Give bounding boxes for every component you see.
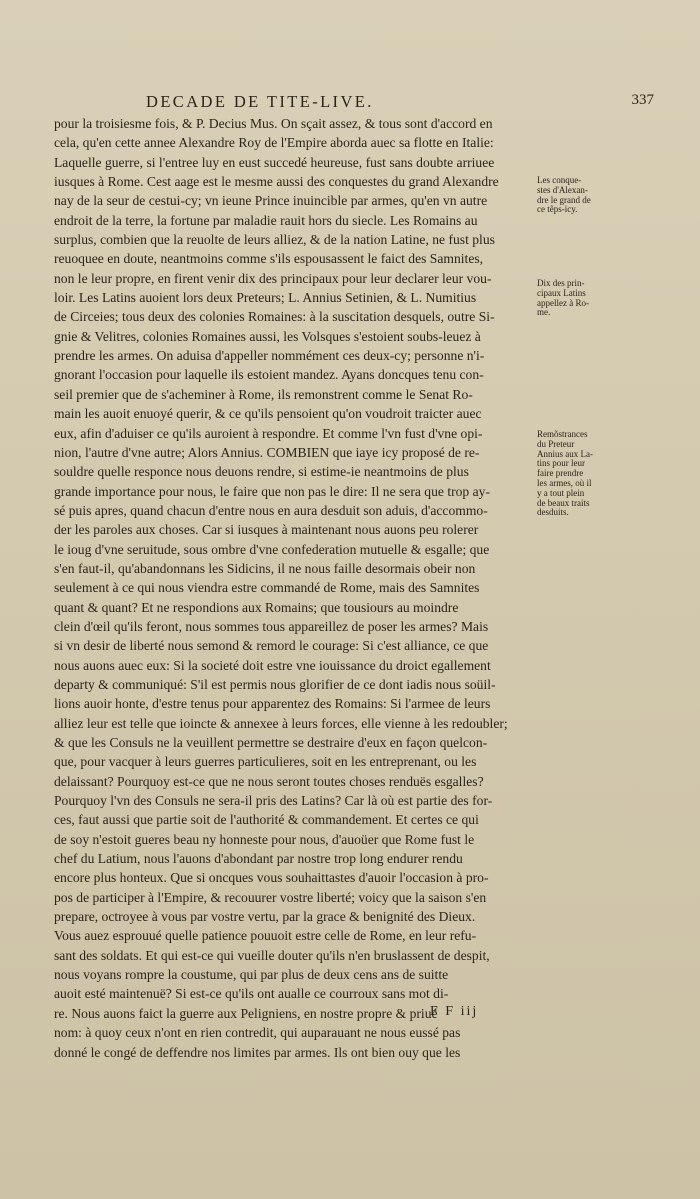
sidenote-line: ce tẽps-icy.	[537, 204, 578, 215]
text-line: lions auoir honte, d'estre tenus pour apparentez des Romains: Si l'armee de leurs	[54, 696, 491, 712]
text-line: prepare, octroyee à vous par vostre vertu, par la grace & benignité des Dieux.	[54, 909, 476, 925]
text-line: nom: à quoy ceux n'ont en rien contredit, qui auparauant ne nous eussé pas	[54, 1025, 461, 1041]
running-title: DECADE DE TITE-LIVE.	[146, 92, 374, 111]
text-line: delaissant? Pourquoy est-ce que ne nous seront toutes choses renduës esgalles?	[54, 773, 484, 789]
text-line: clein d'œil qu'ils feront, nous sommes tous appareillez de poser les armes? Mais	[54, 618, 489, 634]
text-line: gnorant l'occasion pour laquelle ils estoient mandez. Ayans doncques tenu con-	[54, 367, 484, 383]
text-line: cela, qu'en cette annee Alexandre Roy de l'Empire aborda auec sa flotte en Italie:	[54, 135, 494, 151]
text-line: ces, faut aussi que partie soit de l'authorité & commandement. Et certes ce qui	[54, 812, 479, 828]
text-line: re. Nous auons faict la guerre aux Peligniens, en nostre propre & priué	[54, 1005, 438, 1021]
text-line: de soy n'estoit gueres beau ny honneste pour nous, d'auoüer que Rome fust le	[54, 831, 475, 847]
sidenote-line: appellez à Ro-	[537, 297, 589, 308]
text-line: pour la troisiesme fois, & P. Decius Mus. On sçait assez, & tous sont d'accord en	[54, 116, 493, 131]
sidenote-line: dre le grand de	[537, 194, 591, 205]
text-line: Pourquoy l'vn des Consuls ne sera-il pris des Latins? Car là où est partie des for-	[54, 793, 493, 809]
text-line: nion, l'autre d'vne autre; Alors Annius. COMBIEN que iaye icy proposé de re-	[54, 444, 480, 460]
signature-mark: F F iij	[430, 1004, 479, 1019]
sidenote-principaux	[537, 279, 627, 318]
text-line: Laquelle guerre, si l'entree luy en eust succedé heureuse, fust sans doubte arriuee	[54, 154, 495, 170]
text-line: main les auoit enuoyé querir, & ce qu'ils pensoient qu'on voudroit traicter auec	[54, 406, 482, 422]
text-line: pos de participer à l'Empire, & recouurer vostre liberté; voicy que la saison s'en	[54, 889, 487, 905]
text-line: gnie & Velitres, colonies Romaines aussi, les Volsques s'estoient soubs-leuez à	[54, 328, 481, 344]
text-line: sé puis apres, quand chacun d'entre nous en aura desduit son aduis, d'accommo-	[54, 502, 488, 518]
sidenote-line: de beaux traits	[537, 497, 590, 508]
text-line: si vn desir de liberté nous semond & remord le courage: Si c'est alliance, ce que	[54, 638, 489, 654]
text-line: que, pour vacquer à leurs guerres particulieres, soit en les entreprenant, ou les	[54, 754, 477, 770]
text-line: endroit de la terre, la fortune par maladie rauit hors du siecle. Les Romains au	[54, 212, 478, 228]
text-line: nay de la seur de cestui-cy; vn ieune Prince inuincible par armes, qu'en vn autre	[54, 193, 488, 209]
sidenote-line: me.	[537, 307, 551, 318]
sidenote-line: y a tout plein	[537, 487, 585, 498]
text-line: donné le congé de deffendre nos limites par armes. Ils ont bien ouy que les	[54, 1044, 461, 1060]
text-line: nous voyans rompre la coustume, qui par plus de deux cens ans de suitte	[54, 967, 449, 983]
text-line: grande importance pour nous, le faire que non pas le dire: Il ne sera que trop ay-	[54, 483, 490, 499]
text-line: seulement à ce qui nous viendra estre commandé de Rome, mais des Samnites	[54, 580, 480, 596]
text-line: non le leur propre, en firent venir dix des principaux pour leur declarer leur vou-	[54, 270, 492, 286]
text-line: seil premier que de s'acheminer à Rome, ils remonstrent comme le Senat Ro-	[54, 386, 473, 402]
main-text-block	[54, 114, 510, 1062]
text-line: chef du Latium, nous l'auons d'abondant par nostre trop long endurer rendu	[54, 851, 463, 867]
sidenote-line: cipaux Latins	[537, 287, 586, 298]
text-line: encore plus honteux. Que si oncques vous souhaittastes d'auoir l'occasion à pro-	[54, 870, 489, 886]
sidenote-line: Remõstrances	[537, 429, 588, 439]
sidenote-line: Annius aux La-	[537, 448, 593, 459]
sidenote-line: Dix des prin-	[537, 278, 585, 288]
text-line: prendre les armes. On aduisa d'appeller nommément ces deux-cy; personne n'i-	[54, 348, 485, 364]
sidenote-line: les armes, où il	[537, 477, 592, 488]
text-line: quant & quant? Et ne respondions aux Romains; que tousiours au moindre	[54, 599, 459, 615]
text-line: s'en faut-il, qu'abandonnans les Sidicins, il ne nous faille desormais obeir non	[54, 560, 476, 576]
sidenote-line: tins pour leur	[537, 458, 585, 469]
sidenote-line: faire prendre	[537, 468, 584, 479]
sidenote-line: du Preteur	[537, 438, 575, 449]
text-line: sant des soldats. Et qui est-ce qui vueille douter qu'ils n'en bruslassent de despit,	[54, 947, 490, 963]
sidenote-line: Les conque-	[537, 175, 582, 185]
text-line: de Circeies; tous deux des colonies Romaines: à la suscitation desquels, outre Si-	[54, 309, 495, 325]
text-line: & que les Consuls ne la veuillent permettre se destraire d'eux en façon quelcon-	[54, 735, 488, 750]
text-line: nous auons auec eux: Si la societé doit estre vne iouissance du droict egallement	[54, 657, 491, 673]
text-line: reuoquee en doute, neantmoins comme s'ils espousassent le faict des Samnites,	[54, 251, 484, 267]
text-line: surplus, combien que la reuolte de leurs alliez, & de la nation Latine, ne fust plus	[54, 232, 495, 248]
text-line: der les paroles aux choses. Car si iusques à maintenant nous auons peu rolerer	[54, 522, 479, 538]
text-line: Vous auez esprouué quelle patience pouuoit estre celle de Rome, en leur refu-	[54, 928, 477, 944]
text-line: alliez leur est telle que ioincte & annexee à leurs forces, elle vienne à les redoubler;	[54, 715, 508, 731]
page-number: 337	[631, 92, 654, 108]
text-line: loir. Les Latins auoient lors deux Preteurs; L. Annius Setinien, & L. Numitius	[54, 290, 477, 306]
text-line: auoit esté maintenuë? Si est-ce qu'ils ont aualle ce courroux sans mot di-	[54, 986, 449, 1002]
running-header	[40, 92, 654, 112]
sidenote-conquestes	[537, 176, 627, 215]
text-line: eux, afin d'aduiser ce qu'ils auroient à respondre. Et comme l'vn fust d'vne opi-	[54, 425, 483, 441]
text-line: souldre quelle responce nous deuons rendre, si estime-ie neantmoins de plus	[54, 464, 469, 480]
sidenote-remonstrances	[537, 430, 627, 518]
text-line: iusques à Rome. Cest aage est le mesme aussi des conquestes du grand Alexandre	[54, 174, 499, 190]
sidenote-line: stes d'Alexan-	[537, 184, 588, 195]
text-line: le ioug d'vne seruitude, sous ombre d'vne confederation mutuelle & esgalle; que	[54, 541, 490, 557]
text-line: departy & communiqué: S'il est permis nous glorifier de ce dont iadis nous soüil-	[54, 676, 496, 692]
sidenote-line: desduits.	[537, 507, 569, 518]
